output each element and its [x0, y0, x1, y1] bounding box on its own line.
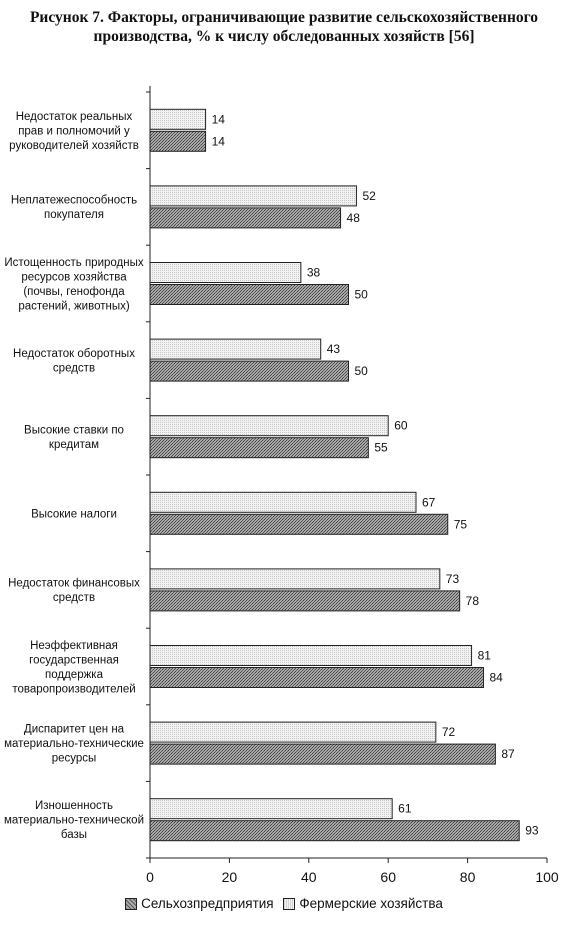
value-label: 72: [441, 725, 456, 740]
category-label-line: прав и полномочий у: [18, 125, 130, 138]
category-label-line: государственная: [29, 654, 119, 667]
figure-title-line-1: Рисунок 7. Факторы, ограничивающие развитие сельскохозяйственного: [29, 9, 539, 26]
bar-agri-enterprises: [150, 821, 519, 841]
category-label-line: Высокие ставки по: [24, 424, 124, 437]
bar-agri-enterprises: [150, 131, 206, 151]
bar-farms: [150, 569, 440, 589]
bar-farms: [150, 722, 436, 742]
x-tick-label: 100: [535, 869, 559, 885]
value-label: 38: [306, 265, 321, 280]
bars: [150, 109, 519, 840]
category-label-line: средств: [52, 362, 96, 375]
value-label: 50: [354, 287, 368, 302]
category-label-line: поддержка: [45, 668, 103, 681]
value-label: 55: [374, 440, 388, 455]
category-label-line: товаропроизводителей: [12, 683, 136, 696]
bar-agri-enterprises: [150, 744, 495, 764]
bar-farms: [150, 339, 321, 359]
value-label: 87: [501, 747, 515, 762]
x-tick-label: 60: [380, 869, 396, 885]
light-pattern-swatch-icon: [283, 898, 295, 910]
bar-farms: [150, 109, 206, 129]
value-label: 14: [211, 134, 225, 149]
value-label: 75: [453, 517, 468, 532]
category-label: [24, 424, 124, 451]
dark-pattern-swatch-icon: [125, 898, 137, 910]
bar-agri-enterprises: [150, 514, 448, 534]
x-tick-label: 80: [459, 869, 476, 885]
x-tick-label: 20: [221, 869, 238, 885]
category-label: [4, 257, 143, 313]
bar-agri-enterprises: [150, 208, 341, 228]
legend-item-agri-enterprises: [125, 896, 273, 911]
category-label: [12, 640, 135, 696]
category-label-line: материально-технической: [4, 814, 144, 827]
category-label-line: материально-технические: [4, 738, 144, 751]
category-label-line: руководителей хозяйств: [9, 139, 139, 152]
bar-farms: [150, 186, 356, 206]
value-label: 73: [445, 571, 460, 586]
category-label-line: Неэффективная: [30, 639, 118, 652]
value-label: 84: [489, 670, 503, 685]
legend-label-farms: Фермерские хозяйства: [299, 896, 443, 911]
category-label-line: Неплатежеспособность: [10, 194, 138, 207]
value-label: 61: [398, 801, 412, 816]
category-label-line: ресурсов хозяйства: [21, 271, 127, 284]
category-label-line: Недостаток оборотных: [13, 347, 135, 360]
value-label: 48: [346, 210, 360, 225]
legend-item-farms: [283, 896, 443, 911]
bar-farms: [150, 263, 301, 283]
category-label: [9, 111, 139, 152]
bar-farms: [150, 492, 416, 512]
category-label: [4, 800, 144, 841]
bar-agri-enterprises: [150, 591, 460, 611]
category-label-line: Изношенность: [34, 800, 114, 813]
bar-farms: [150, 646, 472, 666]
value-label: 67: [421, 495, 436, 510]
value-label: 52: [362, 188, 376, 203]
category-label-line: (почвы, генофонда: [23, 285, 125, 298]
category-label-line: Диспаритет цен на: [23, 723, 125, 736]
category-label-line: базы: [60, 829, 88, 842]
category-labels: [4, 111, 144, 841]
value-label: 93: [525, 823, 539, 838]
bar-farms: [150, 799, 392, 819]
value-label: 43: [326, 342, 341, 357]
category-label-line: Истощенность природных: [4, 256, 144, 269]
value-label: 78: [465, 593, 480, 608]
bar-agri-enterprises: [150, 438, 368, 458]
bar-agri-enterprises: [150, 285, 349, 305]
category-label: [11, 195, 137, 222]
legend: [0, 896, 568, 913]
bar-agri-enterprises: [150, 668, 483, 688]
value-label: 81: [477, 648, 491, 663]
category-label: [8, 578, 140, 605]
figure-title-line-2: производства, % к числу обследованных хозяйств [56]: [93, 28, 475, 45]
bar-farms: [150, 416, 388, 436]
legend-label-agri-enterprises: Сельхозпредприятия: [141, 896, 274, 911]
bar-agri-enterprises: [150, 361, 349, 381]
value-label: 14: [211, 112, 225, 127]
category-label-line: покупателя: [44, 209, 104, 222]
category-label-line: Высокие налоги: [31, 508, 117, 521]
value-label: 60: [394, 418, 408, 433]
category-label: [31, 508, 117, 520]
category-label-line: растений, животных): [18, 300, 130, 313]
x-tick-label: 40: [301, 869, 317, 885]
category-label-line: Недостаток реальных: [15, 110, 133, 123]
category-label: [4, 724, 144, 765]
x-tick-label: 0: [146, 869, 154, 885]
category-label-line: средств: [52, 592, 96, 605]
category-label-line: кредитам: [48, 438, 100, 451]
category-label-line: ресурсы: [51, 752, 97, 765]
category-label: [13, 348, 135, 375]
value-label: 50: [354, 364, 368, 379]
category-label-line: Недостаток финансовых: [8, 577, 140, 590]
